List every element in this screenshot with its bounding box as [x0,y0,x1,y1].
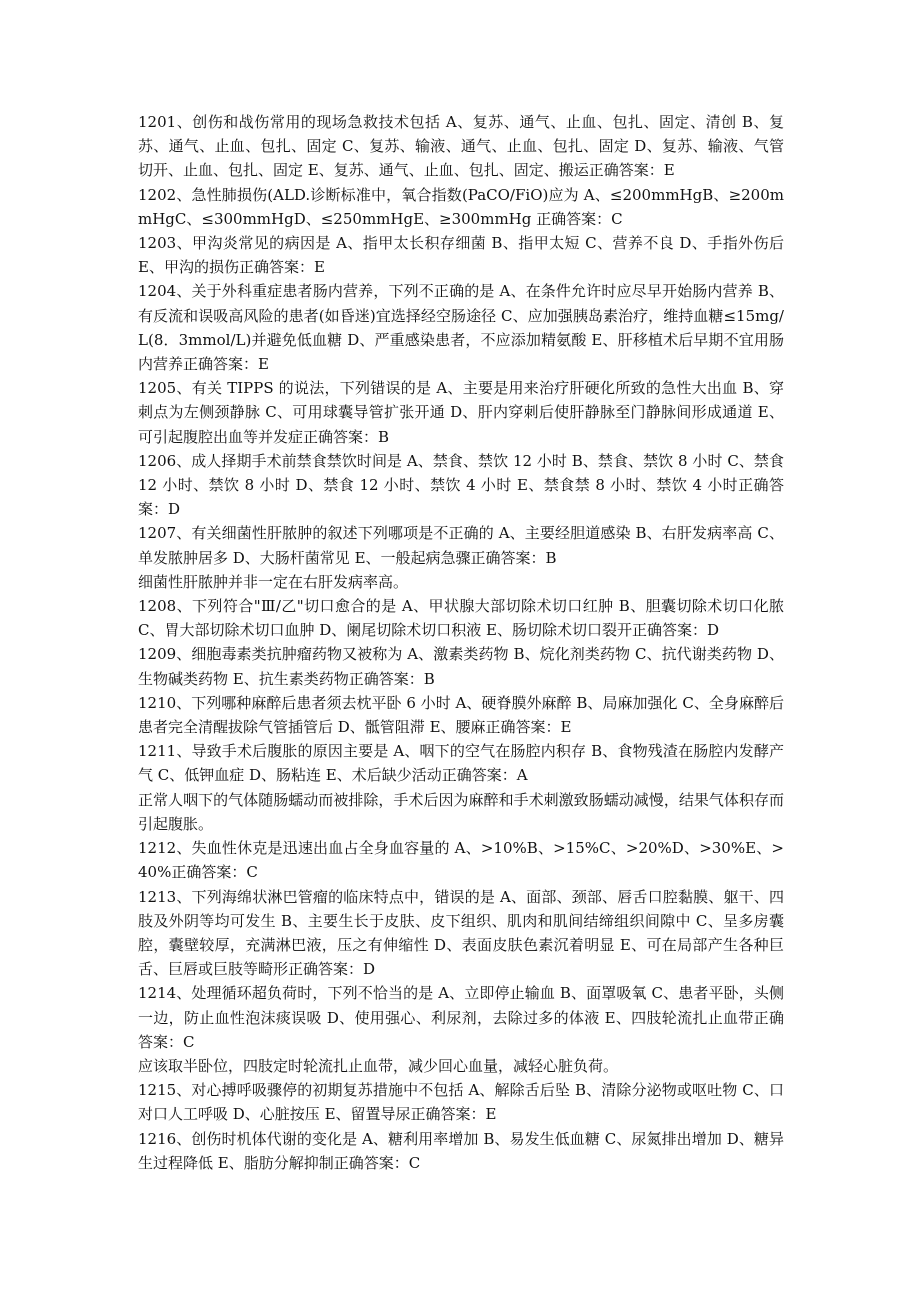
question-1204: 1204、关于外科重症患者肠内营养，下列不正确的是 A、在条件允许时应尽早开始肠内营养 B、有反流和误吸高风险的患者(如昏迷)宜选择经空肠途径 C、应加强胰岛素治疗，维持血糖≤15mg/L(8．3mmol/L)并避免低血糖 D、严重感染患者，不应添加精氨酸 E、肝移植术后早期不宜用肠内营养正确答案：E [138,282,784,374]
question-1202: 1202、急性肺损伤(ALD.诊断标准中，氧合指数(PaCO/FiO)应为 A、≤200mmHgB、≥200mmHgC、≤300mmHgD、≤250mmHgE、≥300mmHg 正确答案：C [138,185,784,228]
question-1205: 1205、有关 TIPPS 的说法，下列错误的是 A、主要是用来治疗肝硬化所致的急性大出血 B、穿刺点为左侧颈静脉 C、可用球囊导管扩张开通 D、肝内穿刺后使肝静脉至门静脉间形成通道 E、可引起腹腔出血等并发症正确答案：B [138,379,784,446]
explanation-1214: 应该取半卧位，四肢定时轮流扎止血带，减少回心血量，减轻心脏负荷。 [138,1056,619,1075]
question-1213: 1213、下列海绵状淋巴管瘤的临床特点中，错误的是 A、面部、颈部、唇舌口腔黏膜、躯干、四肢及外阴等均可发生 B、主要生长于皮肤、皮下组织、肌肉和肌间结缔组织间隙中 C、呈多房囊腔，囊壁较厚，充满淋巴液，压之有伸缩性 D、表面皮肤色素沉着明显 E、可在局部产生各种巨舌、巨唇或巨肢等畸形正确答案：D [138,887,784,979]
question-1212: 1212、失血性休克是迅速出血占全身血容量的 A、>10%B、>15%C、>20%D、>30%E、>40%正确答案：C [138,839,784,882]
document-body [138,110,784,1175]
question-1207: 1207、有关细菌性肝脓肿的叙述下列哪项是不正确的 A、主要经胆道感染 B、右肝发病率高 C、单发脓肿居多 D、大肠杆菌常见 E、一般起病急骤正确答案：B [138,524,784,567]
explanation-1207: 细菌性肝脓肿并非一定在右肝发病率高。 [138,572,409,591]
question-1201: 1201、创伤和战伤常用的现场急救技术包括 A、复苏、通气、止血、包扎、固定、清创 B、复苏、通气、止血、包扎、固定 C、复苏、输液、通气、止血、包扎、固定 D、复苏、输液、气管切开、止血、包扎、固定 E、复苏、通气、止血、包扎、固定、搬运正确答案：E [138,113,784,180]
question-1203: 1203、甲沟炎常见的病因是 A、指甲太长积存细菌 B、指甲太短 C、营养不良 D、手指外伤后 E、甲沟的损伤正确答案：E [138,234,784,277]
explanation-1211: 正常人咽下的气体随肠蠕动而被排除，手术后因为麻醉和手术刺激致肠蠕动减慢，结果气体积存而引起腹胀。 [138,790,784,833]
question-1210: 1210、下列哪种麻醉后患者须去枕平卧 6 小时 A、硬脊膜外麻醉 B、局麻加强化 C、全身麻醉后患者完全清醒拔除气管插管后 D、骶管阻滞 E、腰麻正确答案：E [138,693,784,737]
question-1209: 1209、细胞毒素类抗肿瘤药物又被称为 A、激素类药物 B、烷化剂类药物 C、抗代谢类药物 D、生物碱类药物 E、抗生素类药物正确答案：B [138,645,784,688]
question-1216: 1216、创伤时机体代谢的变化是 A、糖利用率增加 B、易发生低血糖 C、尿氮排出增加 D、糖异生过程降低 E、脂肪分解抑制正确答案：C [138,1129,784,1172]
question-1215: 1215、对心搏呼吸骤停的初期复苏措施中不包括 A、解除舌后坠 B、清除分泌物或呕吐物 C、口对口人工呼吸 D、心脏按压 E、留置导尿正确答案：E [138,1081,784,1124]
question-1208: 1208、下列符合"Ⅲ/乙"切口愈合的是 A、甲状腺大部切除术切口红肿 B、胆囊切除术切口化脓 C、胃大部切除术切口血肿 D、阑尾切除术切口积液 E、肠切除术切口裂开正确答案：D [138,597,784,640]
question-1214: 1214、处理循环超负荷时，下列不恰当的是 A、立即停止输血 B、面罩吸氧 C、患者平卧，头侧一边，防止血性泡沫痰误吸 D、使用强心、利尿剂，去除过多的体液 E、四肢轮流扎止血带正确答案：C [138,984,784,1051]
question-1206: 1206、成人择期手术前禁食禁饮时间是 A、禁食、禁饮 12 小时 B、禁食、禁饮 8 小时 C、禁食 12 小时、禁饮 8 小时 D、禁食 12 小时、禁饮 4 小时 E、禁食禁 8 小时、禁饮 4 小时正确答案：D [138,451,784,519]
question-1211: 1211、导致手术后腹胀的原因主要是 A、咽下的空气在肠腔内积存 B、食物残渣在肠腔内发酵产气 C、低钾血症 D、肠粘连 E、术后缺少活动正确答案：A [138,742,784,785]
